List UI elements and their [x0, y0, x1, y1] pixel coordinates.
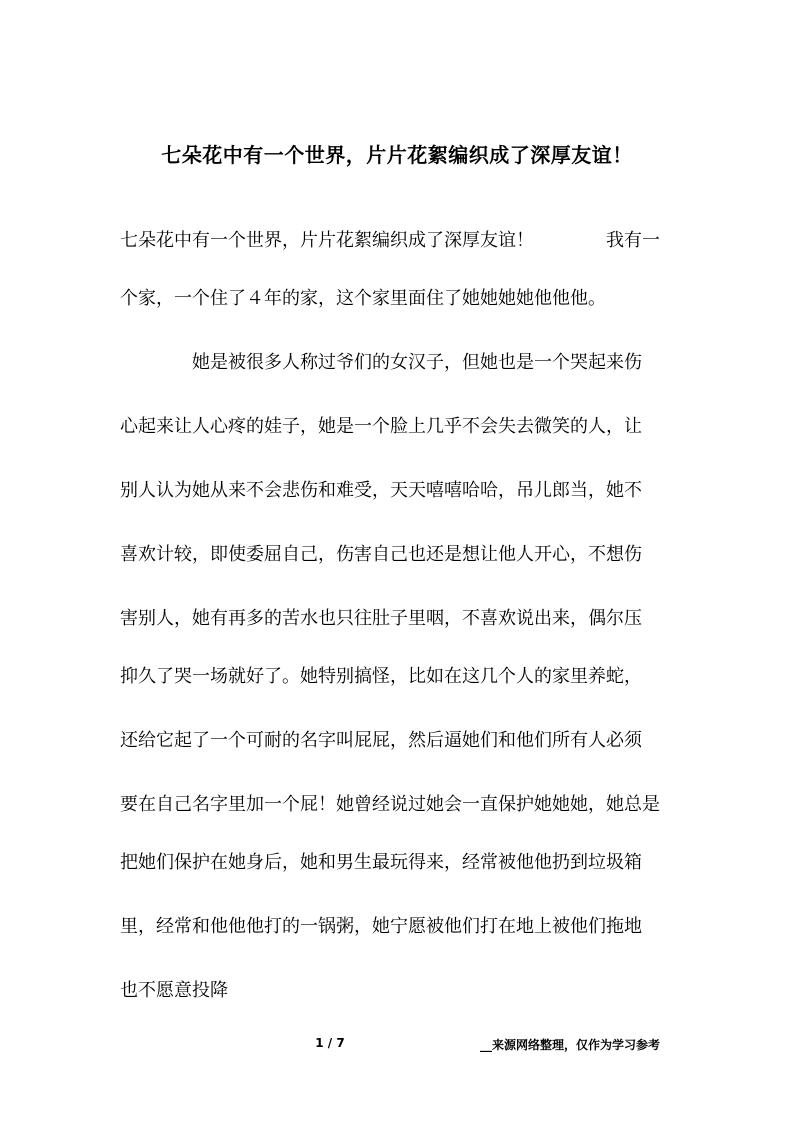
document-title: 七朵花中有一个世界，片片花絮编织成了深厚友谊！ — [161, 143, 633, 167]
paragraph-line: 还给它起了一个可耐的名字叫屁屁，然后逼她们和他们所有人必须 — [120, 730, 642, 751]
paragraph-line: 把她们保护在她身后，她和男生最玩得来，经常被他他扔到垃圾箱 — [120, 852, 642, 873]
paragraph-line — [120, 351, 680, 375]
paragraph-line: 心起来让人心疼的娃子，她是一个脸上几乎不会失去微笑的人，让 — [120, 416, 642, 437]
paragraph-line — [120, 229, 680, 253]
page-number: 1 / 7 — [315, 1036, 345, 1050]
paragraph-line: 也不愿意投降 — [120, 980, 228, 1001]
paragraph-line: 里，经常和他他他打的一锅粥，她宁愿被他们打在地上被他们拖地 — [120, 916, 642, 937]
paragraph-line: 害别人，她有再多的苦水也只往肚子里咽，不喜欢说出来，偶尔压 — [120, 608, 642, 629]
paragraph-line: 抑久了哭一场就好了。她特别搞怪，比如在这几个人的家里养蛇， — [120, 666, 642, 687]
line-text: 七朵花中有一个世界，片片花絮编织成了深厚友谊！ — [120, 230, 534, 251]
paragraph-line: 个家，一个住了４年的家，这个家里面住了她她她她他他他。 — [120, 288, 606, 309]
paragraph-line: 要在自己名字里加一个屁！她曾经说过她会一直保护她她她，她总是 — [120, 794, 660, 815]
line-text: 她是被很多人称过爷们的女汉子，但她也是一个哭起来伤 — [192, 352, 642, 373]
paragraph-line: 喜欢计较，即使委屈自己，伤害自己也还是想让他人开心，不想伤 — [120, 544, 642, 565]
line-text: 我有一 — [606, 230, 660, 251]
source-note: __来源网络整理，仅作为学习参考 — [480, 1038, 661, 1052]
paragraph-line: 别人认为她从来不会悲伤和难受，天天嘻嘻哈哈，吊儿郎当，她不 — [120, 480, 642, 501]
